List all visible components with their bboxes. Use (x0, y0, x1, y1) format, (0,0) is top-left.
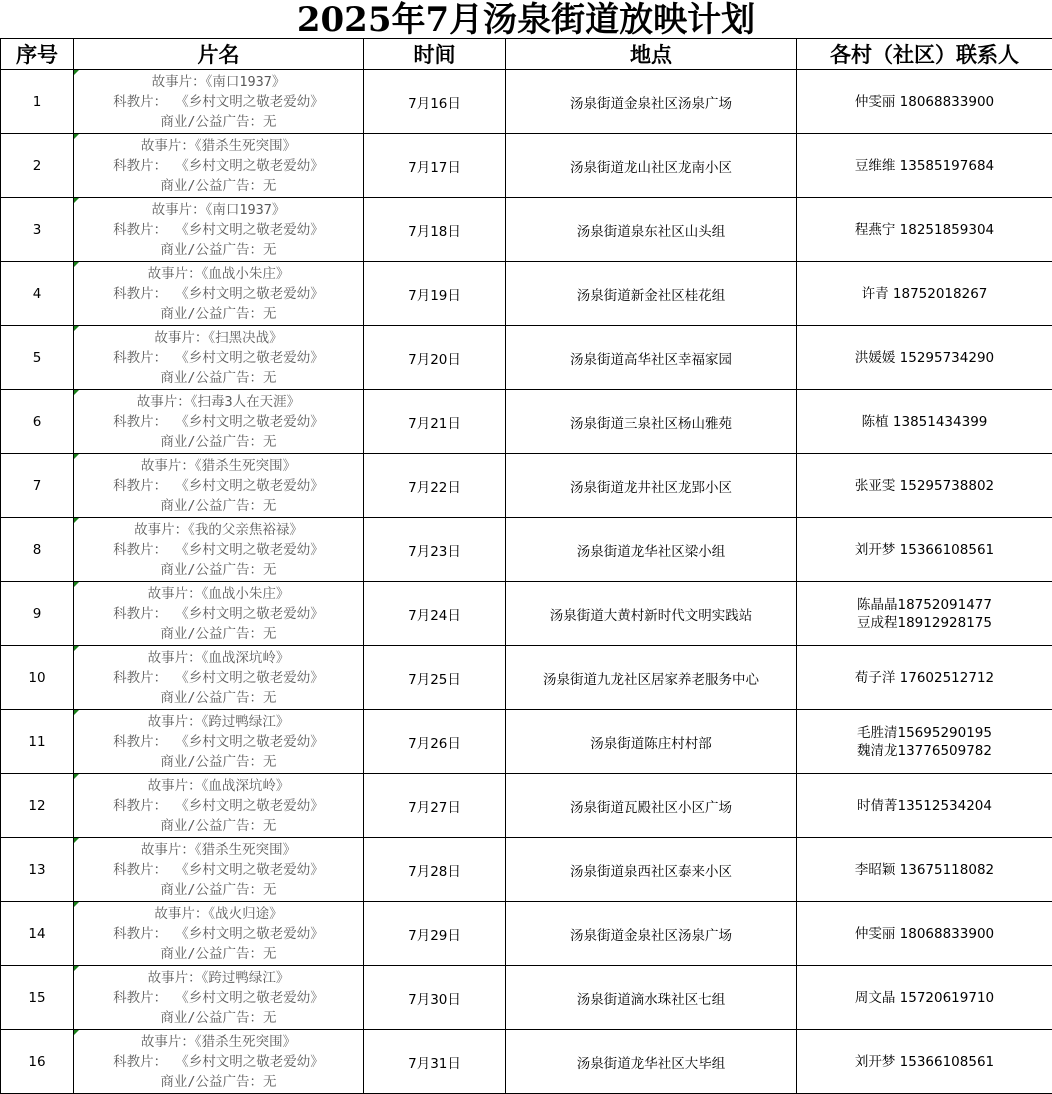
contact-person: 豆成程18912928175 (797, 614, 1052, 632)
ads-line: 商业/公益广告：无 (74, 1072, 363, 1092)
ads-line: 商业/公益广告：无 (74, 944, 363, 964)
comment-marker-icon (74, 70, 79, 75)
contact-person: 仲雯丽 18068833900 (797, 925, 1052, 943)
time-cell[interactable]: 7月23日 (364, 518, 506, 582)
time-cell[interactable]: 7月29日 (364, 902, 506, 966)
location-cell[interactable]: 汤泉街道龙山社区龙南小区 (506, 134, 797, 198)
edu-film: 科教片： 《乡村文明之敬老爱幼》 (74, 796, 363, 816)
location-cell[interactable]: 汤泉街道三泉社区杨山雅苑 (506, 390, 797, 454)
time-cell[interactable]: 7月28日 (364, 838, 506, 902)
row-index-cell[interactable]: 15 (1, 966, 74, 1030)
row-index-cell[interactable]: 7 (1, 454, 74, 518)
story-film: 故事片：《南口1937》 (74, 200, 363, 220)
contact-person: 豆维维 13585197684 (797, 157, 1052, 175)
edu-film: 科教片： 《乡村文明之敬老爱幼》 (74, 1052, 363, 1072)
comment-marker-icon (74, 838, 79, 843)
contact-person: 陈植 13851434399 (797, 413, 1052, 431)
table-row (1, 902, 1052, 966)
story-film: 故事片：《我的父亲焦裕禄》 (74, 520, 363, 540)
contact-person: 程燕宁 18251859304 (797, 221, 1052, 239)
story-film: 故事片：《扫黑决战》 (74, 328, 363, 348)
film-cell[interactable] (74, 518, 364, 582)
location-cell[interactable]: 汤泉街道九龙社区居家养老服务中心 (506, 646, 797, 710)
row-index-cell[interactable]: 5 (1, 326, 74, 390)
film-cell[interactable] (74, 582, 364, 646)
ads-line: 商业/公益广告：无 (74, 496, 363, 516)
contact-person: 李昭颖 13675118082 (797, 861, 1052, 879)
comment-marker-icon (74, 710, 79, 715)
header-film[interactable]: 片名 (74, 39, 364, 70)
film-cell[interactable] (74, 774, 364, 838)
film-cell[interactable] (74, 838, 364, 902)
time-cell[interactable]: 7月30日 (364, 966, 506, 1030)
time-cell[interactable]: 7月26日 (364, 710, 506, 774)
ads-line: 商业/公益广告：无 (74, 304, 363, 324)
contact-cell[interactable] (797, 1030, 1052, 1094)
row-index-cell[interactable]: 4 (1, 262, 74, 326)
row-index-cell[interactable]: 9 (1, 582, 74, 646)
time-cell[interactable]: 7月21日 (364, 390, 506, 454)
time-cell[interactable]: 7月22日 (364, 454, 506, 518)
contact-cell[interactable] (797, 518, 1052, 582)
location-cell[interactable]: 汤泉街道金泉社区汤泉广场 (506, 902, 797, 966)
story-film: 故事片：《血战深坑岭》 (74, 776, 363, 796)
contact-cell[interactable] (797, 710, 1052, 774)
contact-cell[interactable] (797, 646, 1052, 710)
story-film: 故事片：《扫毒3人在天涯》 (74, 392, 363, 412)
story-film: 故事片：《血战深坑岭》 (74, 648, 363, 668)
ads-line: 商业/公益广告：无 (74, 368, 363, 388)
ads-line: 商业/公益广告：无 (74, 816, 363, 836)
film-cell[interactable] (74, 198, 364, 262)
story-film: 故事片：《血战小朱庄》 (74, 264, 363, 284)
table-row (1, 582, 1052, 646)
comment-marker-icon (74, 966, 79, 971)
time-cell[interactable]: 7月27日 (364, 774, 506, 838)
edu-film: 科教片： 《乡村文明之敬老爱幼》 (74, 860, 363, 880)
location-cell[interactable]: 汤泉街道高华社区幸福家园 (506, 326, 797, 390)
table-row (1, 390, 1052, 454)
edu-film: 科教片： 《乡村文明之敬老爱幼》 (74, 988, 363, 1008)
time-cell[interactable]: 7月20日 (364, 326, 506, 390)
contact-cell[interactable] (797, 134, 1052, 198)
location-cell[interactable]: 汤泉街道新金社区桂花组 (506, 262, 797, 326)
row-index-cell[interactable]: 3 (1, 198, 74, 262)
film-cell[interactable] (74, 1030, 364, 1094)
story-film: 故事片：《猎杀生死突围》 (74, 1032, 363, 1052)
contact-person: 陈晶晶18752091477 (797, 596, 1052, 614)
table-row (1, 710, 1052, 774)
location-cell[interactable]: 汤泉街道金泉社区汤泉广场 (506, 70, 797, 134)
edu-film: 科教片： 《乡村文明之敬老爱幼》 (74, 92, 363, 112)
ads-line: 商业/公益广告：无 (74, 1008, 363, 1028)
film-cell[interactable] (74, 646, 364, 710)
location-cell[interactable]: 汤泉街道陈庄村村部 (506, 710, 797, 774)
location-cell[interactable]: 汤泉街道龙华社区梁小组 (506, 518, 797, 582)
ads-line: 商业/公益广告：无 (74, 560, 363, 580)
ads-line: 商业/公益广告：无 (74, 240, 363, 260)
location-cell[interactable]: 汤泉街道泉东社区山头组 (506, 198, 797, 262)
edu-film: 科教片： 《乡村文明之敬老爱幼》 (74, 220, 363, 240)
table-row (1, 262, 1052, 326)
table-row (1, 1030, 1052, 1094)
table-row (1, 198, 1052, 262)
comment-marker-icon (74, 902, 79, 907)
header-location[interactable]: 地点 (506, 39, 797, 70)
ads-line: 商业/公益广告：无 (74, 112, 363, 132)
edu-film: 科教片： 《乡村文明之敬老爱幼》 (74, 412, 363, 432)
film-cell[interactable] (74, 262, 364, 326)
edu-film: 科教片： 《乡村文明之敬老爱幼》 (74, 732, 363, 752)
row-index-cell[interactable]: 2 (1, 134, 74, 198)
time-cell[interactable]: 7月18日 (364, 198, 506, 262)
comment-marker-icon (74, 646, 79, 651)
film-cell[interactable] (74, 710, 364, 774)
page-title: 2025年7月汤泉街道放映计划 (0, 0, 1052, 38)
contact-person: 荀子洋 17602512712 (797, 669, 1052, 687)
comment-marker-icon (74, 198, 79, 203)
row-index-cell[interactable]: 11 (1, 710, 74, 774)
edu-film: 科教片： 《乡村文明之敬老爱幼》 (74, 924, 363, 944)
contact-cell[interactable] (797, 326, 1052, 390)
contact-cell[interactable] (797, 70, 1052, 134)
film-cell[interactable] (74, 390, 364, 454)
contact-cell[interactable] (797, 262, 1052, 326)
ads-line: 商业/公益广告：无 (74, 432, 363, 452)
location-cell[interactable]: 汤泉街道大黄村新时代文明实践站 (506, 582, 797, 646)
comment-marker-icon (74, 518, 79, 523)
film-cell[interactable] (74, 70, 364, 134)
header-time[interactable]: 时间 (364, 39, 506, 70)
row-index-cell[interactable]: 6 (1, 390, 74, 454)
contact-cell[interactable] (797, 902, 1052, 966)
contact-person: 毛胜清15695290195 (797, 724, 1052, 742)
ads-line: 商业/公益广告：无 (74, 752, 363, 772)
contact-cell[interactable] (797, 966, 1052, 1030)
edu-film: 科教片： 《乡村文明之敬老爱幼》 (74, 348, 363, 368)
film-cell[interactable] (74, 134, 364, 198)
comment-marker-icon (74, 134, 79, 139)
contact-cell[interactable] (797, 838, 1052, 902)
contact-person: 仲雯丽 18068833900 (797, 93, 1052, 111)
row-index-cell[interactable]: 12 (1, 774, 74, 838)
story-film: 故事片：《跨过鸭绿江》 (74, 712, 363, 732)
contact-cell[interactable] (797, 198, 1052, 262)
comment-marker-icon (74, 390, 79, 395)
story-film: 故事片：《猎杀生死突围》 (74, 136, 363, 156)
film-cell[interactable] (74, 326, 364, 390)
contact-person: 许青 18752018267 (797, 285, 1052, 303)
contact-person: 刘开梦 15366108561 (797, 541, 1052, 559)
contact-person: 周文晶 15720619710 (797, 989, 1052, 1007)
time-cell[interactable]: 7月31日 (364, 1030, 506, 1094)
table-row (1, 518, 1052, 582)
table-row (1, 70, 1052, 134)
location-cell[interactable]: 汤泉街道泉西社区泰来小区 (506, 838, 797, 902)
contact-person: 魏清龙13776509782 (797, 742, 1052, 760)
ads-line: 商业/公益广告：无 (74, 688, 363, 708)
location-cell[interactable]: 汤泉街道瓦殿社区小区广场 (506, 774, 797, 838)
row-index-cell[interactable]: 10 (1, 646, 74, 710)
row-index-cell[interactable]: 13 (1, 838, 74, 902)
story-film: 故事片：《南口1937》 (74, 72, 363, 92)
ads-line: 商业/公益广告：无 (74, 880, 363, 900)
contact-person: 刘开梦 15366108561 (797, 1053, 1052, 1071)
time-cell[interactable]: 7月24日 (364, 582, 506, 646)
time-cell[interactable]: 7月16日 (364, 70, 506, 134)
edu-film: 科教片： 《乡村文明之敬老爱幼》 (74, 540, 363, 560)
film-cell[interactable] (74, 454, 364, 518)
ads-line: 商业/公益广告：无 (74, 624, 363, 644)
schedule-table (0, 38, 1052, 1094)
table-row (1, 134, 1052, 198)
edu-film: 科教片： 《乡村文明之敬老爱幼》 (74, 476, 363, 496)
story-film: 故事片：《猎杀生死突围》 (74, 840, 363, 860)
story-film: 故事片：《跨过鸭绿江》 (74, 968, 363, 988)
table-row (1, 646, 1052, 710)
comment-marker-icon (74, 454, 79, 459)
contact-cell[interactable] (797, 582, 1052, 646)
story-film: 故事片：《战火归途》 (74, 904, 363, 924)
comment-marker-icon (74, 326, 79, 331)
comment-marker-icon (74, 262, 79, 267)
film-cell[interactable] (74, 966, 364, 1030)
comment-marker-icon (74, 1030, 79, 1035)
contact-cell[interactable] (797, 454, 1052, 518)
comment-marker-icon (74, 582, 79, 587)
contact-cell[interactable] (797, 390, 1052, 454)
time-cell[interactable]: 7月17日 (364, 134, 506, 198)
header-row (1, 39, 1052, 70)
edu-film: 科教片： 《乡村文明之敬老爱幼》 (74, 668, 363, 688)
location-cell[interactable]: 汤泉街道龙井社区龙郢小区 (506, 454, 797, 518)
location-cell[interactable]: 汤泉街道龙华社区大毕组 (506, 1030, 797, 1094)
edu-film: 科教片： 《乡村文明之敬老爱幼》 (74, 156, 363, 176)
story-film: 故事片：《猎杀生死突围》 (74, 456, 363, 476)
table-row (1, 838, 1052, 902)
story-film: 故事片：《血战小朱庄》 (74, 584, 363, 604)
time-cell[interactable]: 7月25日 (364, 646, 506, 710)
row-index-cell[interactable]: 8 (1, 518, 74, 582)
contact-cell[interactable] (797, 774, 1052, 838)
row-index-cell[interactable]: 16 (1, 1030, 74, 1094)
location-cell[interactable]: 汤泉街道滴水珠社区七组 (506, 966, 797, 1030)
header-contact[interactable]: 各村（社区）联系人 (797, 39, 1052, 70)
edu-film: 科教片： 《乡村文明之敬老爱幼》 (74, 604, 363, 624)
header-index[interactable]: 序号 (1, 39, 74, 70)
contact-person: 张亚雯 15295738802 (797, 477, 1052, 495)
contact-person: 时倩菁13512534204 (797, 797, 1052, 815)
table-row (1, 774, 1052, 838)
row-index-cell[interactable]: 1 (1, 70, 74, 134)
table-row (1, 454, 1052, 518)
table-row (1, 326, 1052, 390)
row-index-cell[interactable]: 14 (1, 902, 74, 966)
edu-film: 科教片： 《乡村文明之敬老爱幼》 (74, 284, 363, 304)
time-cell[interactable]: 7月19日 (364, 262, 506, 326)
contact-person: 洪媛媛 15295734290 (797, 349, 1052, 367)
film-cell[interactable] (74, 902, 364, 966)
ads-line: 商业/公益广告：无 (74, 176, 363, 196)
table-row (1, 966, 1052, 1030)
comment-marker-icon (74, 774, 79, 779)
